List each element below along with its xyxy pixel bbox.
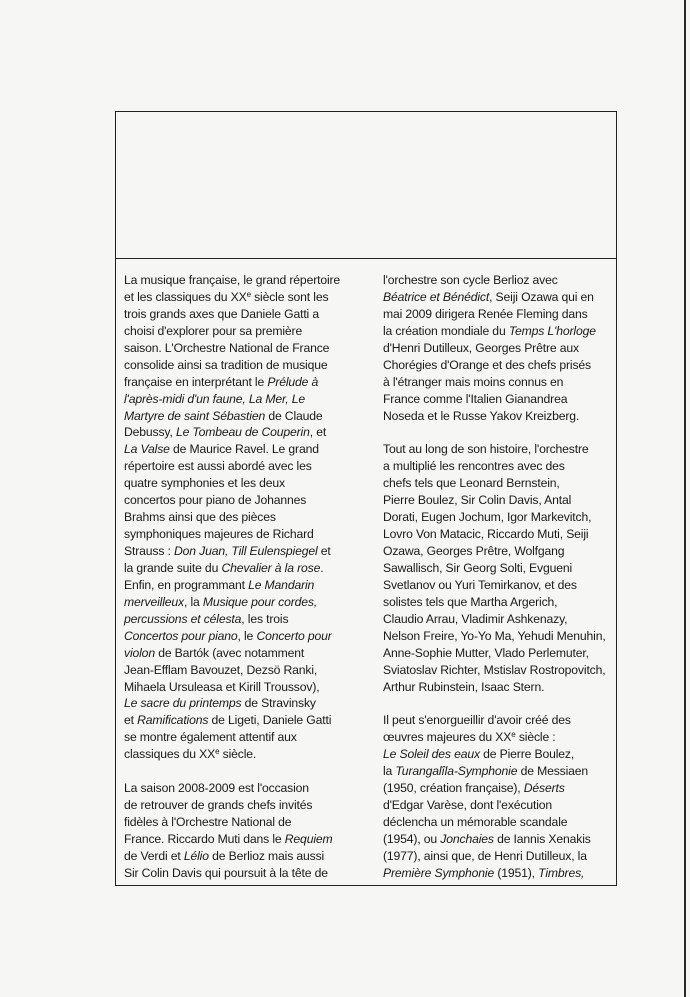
text-run: Debussy, — [124, 425, 176, 440]
text-run: Pierre Boulez, Sir Colin Davis, Antal — [383, 493, 572, 508]
italic-text: Le Soleil des eaux — [383, 747, 480, 762]
italic-text: Musique pour cordes, — [202, 594, 318, 609]
text-line — [383, 780, 615, 797]
text-run: concertos pour piano de Johannes — [124, 493, 307, 508]
text-line — [124, 645, 362, 662]
text-run: Strauss : — [124, 544, 174, 558]
text-run: , le — [237, 628, 257, 643]
italic-text: Requiem — [284, 831, 333, 846]
text-run: Lovro Von Matacic, Riccardo Muti, Seiji — [383, 527, 589, 542]
text-run: Sir Colin Davis qui poursuit à la tête de — [124, 865, 328, 880]
text-line — [124, 357, 362, 374]
text-run: classiques du XX — [124, 747, 216, 762]
text-line — [124, 679, 362, 696]
paragraph — [383, 272, 615, 424]
text-run: de Stravinsky — [241, 696, 316, 711]
italic-text: Lélio — [183, 848, 209, 863]
left-text-column — [124, 272, 362, 882]
text-line — [383, 662, 615, 679]
italic-text: l'après-midi d'un faune, La Mer, Le — [124, 391, 305, 406]
text-line — [124, 306, 362, 323]
text-run: siècle : — [515, 730, 556, 745]
text-run: mai 2009 dirigera Renée Fleming dans — [383, 306, 588, 321]
text-line — [124, 543, 362, 560]
italic-text: Béatrice et Bénédict — [383, 289, 490, 304]
italic-text: La Valse — [124, 442, 170, 457]
paragraph — [124, 272, 362, 763]
text-run: Brahms ainsi que des pièces — [124, 510, 276, 525]
text-line — [383, 611, 615, 628]
italic-text: Le sacre du printemps — [124, 696, 242, 711]
text-line — [383, 831, 615, 848]
text-run: (1977), ainsi que, de Henri Dutilleux, la — [383, 848, 587, 863]
italic-text: Concerto pour — [256, 628, 332, 643]
text-line — [383, 374, 615, 391]
text-line — [124, 695, 362, 712]
text-line — [383, 391, 615, 408]
text-line — [383, 712, 615, 729]
text-run: Arthur Rubinstein, Isaac Stern. — [383, 679, 545, 694]
text-run: chefs tels que Leonard Bernstein, — [383, 476, 560, 491]
text-run: l'orchestre son cycle Berlioz avec — [383, 273, 558, 287]
italic-text: percussions et célesta — [124, 611, 242, 626]
text-line — [124, 865, 362, 882]
text-run: symphoniques majeures de Richard — [124, 527, 314, 542]
text-run: de Verdi et — [124, 848, 184, 863]
text-line — [124, 560, 362, 577]
text-line — [383, 560, 615, 577]
text-run: Ozawa, Georges Prêtre, Wolfgang — [383, 544, 565, 558]
text-run: La saison 2008-2009 est l'occasion — [124, 781, 309, 796]
italic-text: violon — [124, 645, 155, 660]
text-line — [383, 865, 615, 882]
italic-text: Première Symphonie — [383, 865, 495, 880]
italic-text: Le Mandarin — [248, 577, 315, 592]
text-run: Sviatoslav Richter, Mstislav Rostropovitch, — [383, 662, 606, 677]
text-line — [124, 662, 362, 679]
text-line — [383, 408, 615, 425]
text-run: Claudio Arrau, Vladimir Ashkenazy, — [383, 611, 568, 626]
text-run: Svetlanov ou Yuri Temirkanov, et des — [383, 577, 577, 592]
text-line — [124, 323, 362, 340]
italic-text: Jonchaies — [440, 831, 494, 846]
text-run: solistes tels que Martha Argerich, — [383, 594, 558, 609]
text-line — [383, 492, 615, 509]
frame-divider — [115, 258, 617, 259]
text-run: Anne-Sophie Mutter, Vlado Perlemuter, — [383, 645, 589, 660]
text-run: et — [124, 713, 138, 728]
text-run: Nelson Freire, Yo-Yo Ma, Yehudi Menuhin, — [383, 628, 606, 643]
text-line — [383, 645, 615, 662]
text-run: Noseda et le Russe Yakov Kreizberg. — [383, 408, 580, 423]
text-line — [124, 492, 362, 509]
text-run: Jean-Efflam Bavouzet, Dezsö Ranki, — [124, 662, 318, 677]
text-run: de Claude — [265, 408, 323, 423]
text-line — [383, 475, 615, 492]
text-run: (1950, création française), — [383, 781, 524, 796]
superscript: e — [511, 730, 516, 740]
text-line — [383, 306, 615, 323]
text-line — [124, 509, 362, 526]
text-run: siècle sont les — [250, 289, 329, 304]
italic-text: Déserts — [523, 781, 565, 796]
text-run: et — [317, 544, 331, 558]
text-line — [383, 729, 615, 746]
italic-text: Le Tombeau de Couperin — [175, 425, 310, 440]
text-line — [124, 391, 362, 408]
text-run: œuvres majeures du XX — [383, 730, 512, 745]
text-line — [124, 729, 362, 746]
text-run: quatre symphonies et les deux — [124, 476, 285, 491]
text-line — [124, 340, 362, 357]
text-run: France comme l'Italien Gianandrea — [383, 391, 568, 406]
text-line — [383, 543, 615, 560]
text-run: (1954), ou — [383, 831, 441, 846]
text-run: La musique française, le grand répertoire — [124, 273, 341, 287]
text-line — [124, 424, 362, 441]
text-run: , Seiji Ozawa qui en — [489, 289, 594, 304]
text-run: de Maurice Ravel. Le grand — [169, 442, 319, 457]
text-run: de Berlioz mais aussi — [208, 848, 325, 863]
page-edge-line — [684, 0, 686, 997]
superscript: e — [215, 747, 220, 757]
text-run: de Messiaen — [517, 764, 589, 779]
text-line — [383, 340, 615, 357]
text-run: de Pierre Boulez, — [479, 747, 575, 762]
text-run: Sawallisch, Sir Georg Solti, Evgueni — [383, 560, 573, 575]
text-run: siècle. — [219, 747, 257, 762]
text-run: trois grands axes que Daniele Gatti a — [124, 306, 319, 321]
text-line — [383, 458, 615, 475]
text-line — [383, 272, 615, 289]
text-run: France. Riccardo Muti dans le — [124, 831, 285, 846]
text-run: a multiplié les rencontres avec des — [383, 459, 565, 474]
text-run: , et — [309, 425, 327, 440]
text-line — [124, 848, 362, 865]
text-line — [383, 509, 615, 526]
text-run: de Bartók (avec notamment — [154, 645, 305, 660]
text-line — [383, 848, 615, 865]
text-line — [124, 611, 362, 628]
text-line — [124, 628, 362, 645]
text-run: la création mondiale du — [383, 323, 509, 338]
text-run: se montre également attentif aux — [124, 730, 297, 745]
text-line — [124, 577, 362, 594]
text-run: fidèles à l'Orchestre National de — [124, 815, 292, 829]
text-line — [124, 780, 362, 797]
superscript: e — [246, 289, 251, 299]
text-line — [383, 594, 615, 611]
text-line — [124, 408, 362, 425]
text-run: , les trois — [241, 611, 289, 626]
italic-text: Turangalîla-Symphonie — [395, 764, 518, 779]
text-line — [383, 628, 615, 645]
text-line — [383, 814, 615, 831]
text-run: et les classiques du XX — [124, 289, 247, 304]
text-line — [124, 374, 362, 391]
text-line — [383, 323, 615, 340]
text-run: répertoire est aussi abordé avec les — [124, 459, 312, 474]
text-line — [124, 814, 362, 831]
text-line — [124, 594, 362, 611]
text-run: consolide ainsi sa tradition de musique — [124, 357, 328, 372]
text-run: déclencha un mémorable scandale — [383, 815, 568, 829]
text-run: Dorati, Eugen Jochum, Igor Markevitch, — [383, 510, 592, 525]
paragraph — [124, 780, 362, 882]
text-line — [383, 526, 615, 543]
italic-text: Chevalier à la rose — [221, 560, 321, 575]
text-run: d'Edgar Varèse, dont l'exécution — [383, 798, 553, 813]
text-run: de Iannis Xenakis — [493, 831, 591, 846]
text-line — [383, 289, 615, 306]
italic-text: Temps L'horloge — [508, 323, 596, 338]
paragraph — [383, 712, 615, 881]
text-line — [124, 746, 362, 763]
text-line — [383, 746, 615, 763]
text-run: de retrouver de grands chefs invités — [124, 798, 313, 813]
text-run: Il peut s'enorgueillir d'avoir créé des — [383, 713, 571, 728]
text-run: la grande suite du — [124, 560, 222, 575]
text-run: Enfin, en programmant — [124, 577, 249, 592]
paragraph — [383, 441, 615, 695]
text-line — [124, 272, 362, 289]
text-line — [383, 679, 615, 696]
text-line — [383, 763, 615, 780]
text-run: . — [320, 560, 324, 575]
text-run: saison. L'Orchestre National de France — [124, 340, 330, 355]
text-line — [124, 475, 362, 492]
text-line — [124, 526, 362, 543]
text-run: Tout au long de son histoire, l'orchestre — [383, 442, 589, 457]
text-run: à l'étranger mais moins connus en — [383, 374, 564, 389]
text-run: , la — [183, 594, 203, 609]
text-run: (1951), — [494, 865, 539, 880]
text-line — [124, 289, 362, 306]
text-run: choisi d'explorer pour sa première — [124, 323, 303, 338]
text-line — [383, 577, 615, 594]
italic-text: Don Juan, Till Eulenspiegel — [173, 544, 318, 558]
text-line — [383, 441, 615, 458]
text-line — [124, 458, 362, 475]
italic-text: Martyre de saint Sébastien — [124, 408, 266, 423]
italic-text: Concertos pour piano — [124, 628, 238, 643]
italic-text: Ramifications — [137, 713, 209, 728]
italic-text: Prélude à — [267, 374, 319, 389]
text-run: Chorégies d'Orange et des chefs prisés — [383, 357, 591, 372]
right-text-column — [383, 272, 615, 882]
text-run: Mihaela Ursuleasa et Kirill Troussov), — [124, 679, 320, 694]
text-run: de Ligeti, Daniele Gatti — [208, 713, 332, 728]
text-line — [124, 797, 362, 814]
text-line — [124, 712, 362, 729]
italic-text: merveilleux — [124, 594, 184, 609]
text-line — [124, 441, 362, 458]
text-run: la — [383, 764, 396, 779]
text-line — [383, 797, 615, 814]
italic-text: Timbres, — [538, 865, 585, 880]
text-run: française en interprétant le — [124, 374, 268, 389]
text-line — [383, 357, 615, 374]
text-line — [124, 831, 362, 848]
text-run: d'Henri Dutilleux, Georges Prêtre aux — [383, 340, 579, 355]
